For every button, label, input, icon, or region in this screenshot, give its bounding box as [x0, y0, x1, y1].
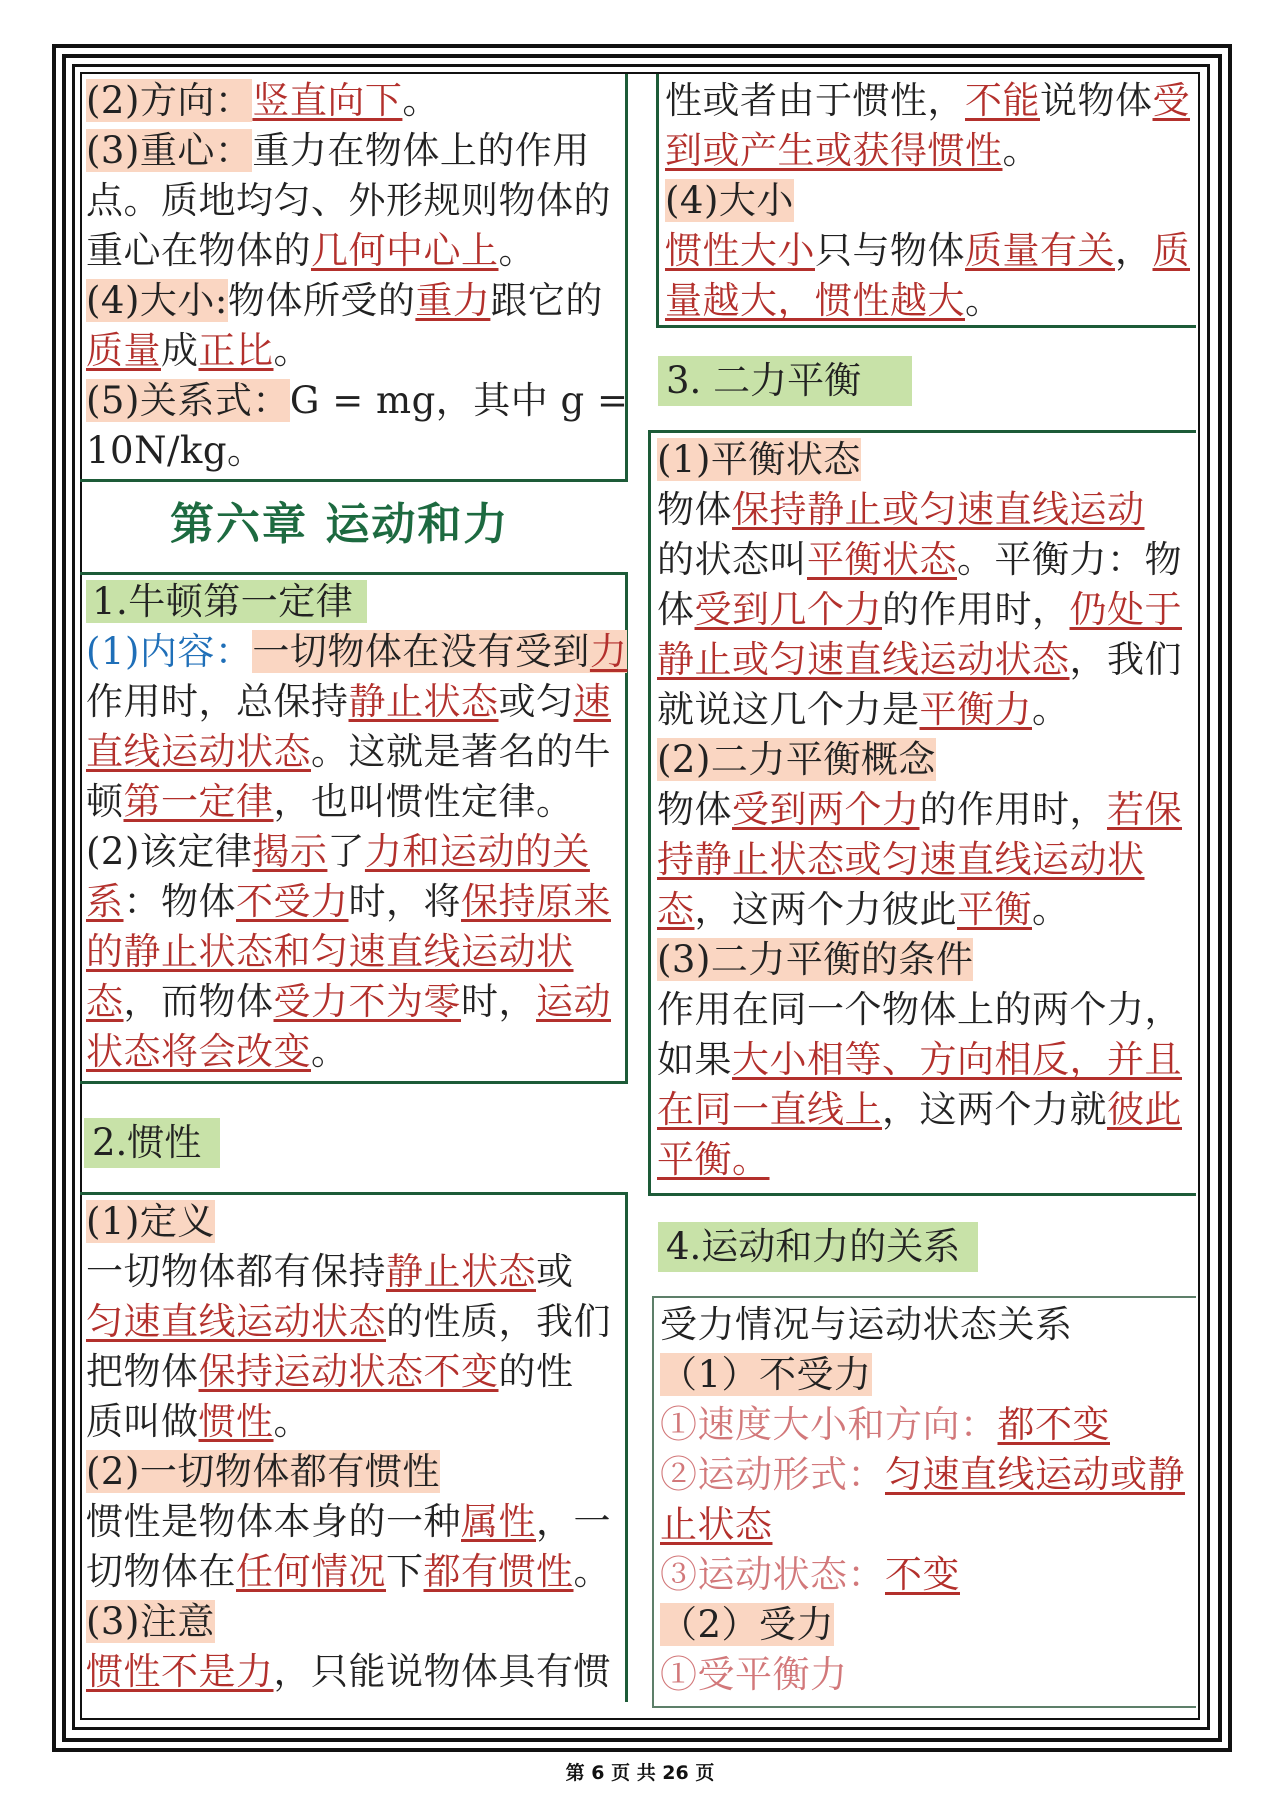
inertia-heading: 2.惯性	[84, 1118, 220, 1168]
subheading: (3)注意	[86, 1600, 215, 1643]
text-line: 一切物体都有保持静止状态或	[86, 1250, 574, 1293]
text-line: 止状态	[660, 1503, 773, 1546]
text-line: 切物体在任何情况下都有惯性。	[86, 1550, 611, 1593]
text-line: 态，这两个力彼此平衡。	[657, 888, 1070, 931]
text-line: 到或产生或获得惯性。	[665, 129, 1040, 172]
text-line: ①速度大小和方向：都不变	[660, 1403, 1110, 1446]
page-footer: 第 6 页 共 26 页	[565, 1762, 715, 1784]
text-line: 持静止状态或匀速直线运动状	[657, 838, 1145, 881]
text-line: 状态将会改变。	[86, 1030, 349, 1073]
text-line: ②运动形式：匀速直线运动或静	[660, 1453, 1185, 1496]
text-line: ①受平衡力	[660, 1653, 848, 1696]
subheading: （2）受力	[660, 1603, 835, 1646]
text-line: 质叫做惯性。	[86, 1400, 311, 1443]
text-line: ③运动状态：不变	[660, 1553, 960, 1596]
motion-force-box	[652, 1296, 1196, 1708]
text-line: 平衡。	[657, 1138, 770, 1181]
text-line: 的静止状态和匀速直线运动状	[86, 930, 574, 973]
text-line: 在同一直线上，这两个力就彼此	[657, 1088, 1182, 1131]
text-line: 匀速直线运动状态的性质，我们	[86, 1300, 611, 1343]
text-line: 物体保持静止或匀速直线运动	[657, 488, 1145, 531]
text-line: 10N/kg。	[86, 429, 265, 472]
subheading: (4)大小	[665, 179, 794, 222]
inertia-continued-box	[656, 74, 1196, 328]
magnitude-line: (4)大小:物体所受的重力跟它的	[86, 279, 603, 322]
text-line: 质量成正比。	[86, 329, 311, 372]
text-line: 静止或匀速直线运动状态，我们	[657, 638, 1182, 681]
subheading: (2)一切物体都有惯性	[86, 1450, 440, 1493]
text-line: 物体受到两个力的作用时，若保	[657, 788, 1182, 831]
subheading: (1)平衡状态	[657, 438, 861, 481]
text-line: 惯性不是力，只能说物体具有惯	[86, 1650, 611, 1693]
newton-law-box	[80, 572, 628, 1084]
text-line: 量越大，惯性越大。	[665, 279, 1003, 322]
text-line: 惯性大小只与物体质量有关，质	[665, 229, 1190, 272]
subheading: （1）不受力	[660, 1353, 872, 1396]
text-line: (2)该定律揭示了力和运动的关	[86, 830, 590, 873]
text-line: 态，而物体受力不为零时，运动	[86, 980, 611, 1023]
subheading: (2)二力平衡概念	[657, 738, 936, 781]
balance-box	[648, 430, 1196, 1196]
center-gravity-line: (3)重心：重力在物体上的作用	[86, 129, 590, 172]
text-line: 点。质地均匀、外形规则物体的	[86, 179, 611, 222]
text-line: 顿第一定律，也叫惯性定律。	[86, 780, 574, 823]
text-line: 把物体保持运动状态不变的性	[86, 1350, 574, 1393]
text-line: 如果大小相等、方向相反，并且	[657, 1038, 1182, 1081]
text-line: 的状态叫平衡状态。平衡力：物	[657, 538, 1182, 581]
text-line: 重心在物体的几何中心上。	[86, 229, 536, 272]
text-line: 性或者由于惯性，不能说物体受	[665, 79, 1190, 122]
text-line: 系：物体不受力时，将保持原来	[86, 880, 611, 923]
text-line: 受力情况与运动状态关系	[660, 1303, 1073, 1346]
subheading: (1)定义	[86, 1200, 215, 1243]
gravity-box	[80, 74, 628, 482]
newton-heading: 1.牛顿第一定律	[86, 577, 617, 627]
inertia-box	[80, 1192, 628, 1702]
direction-line: (2)方向：竖直向下。	[86, 79, 440, 122]
text-line: 体受到几个力的作用时，仍处于	[657, 588, 1182, 631]
text-line: 作用时，总保持静止状态或匀速	[86, 680, 611, 723]
motion-force-heading: 4.运动和力的关系	[658, 1222, 978, 1272]
formula-line: (5)关系式：G = mg，其中 g =	[86, 379, 629, 422]
text-line: 就说这几个力是平衡力。	[657, 688, 1070, 731]
balance-heading: 3. 二力平衡	[658, 356, 912, 406]
subheading: (3)二力平衡的条件	[657, 938, 974, 981]
text-line: 惯性是物体本身的一种属性，一	[86, 1500, 611, 1543]
text-line: (1)内容：一切物体在没有受到力	[86, 630, 628, 673]
text-line: 作用在同一个物体上的两个力，	[657, 988, 1182, 1031]
text-line: 直线运动状态。这就是著名的牛	[86, 730, 611, 773]
chapter-title: 第六章 运动和力	[170, 499, 510, 550]
